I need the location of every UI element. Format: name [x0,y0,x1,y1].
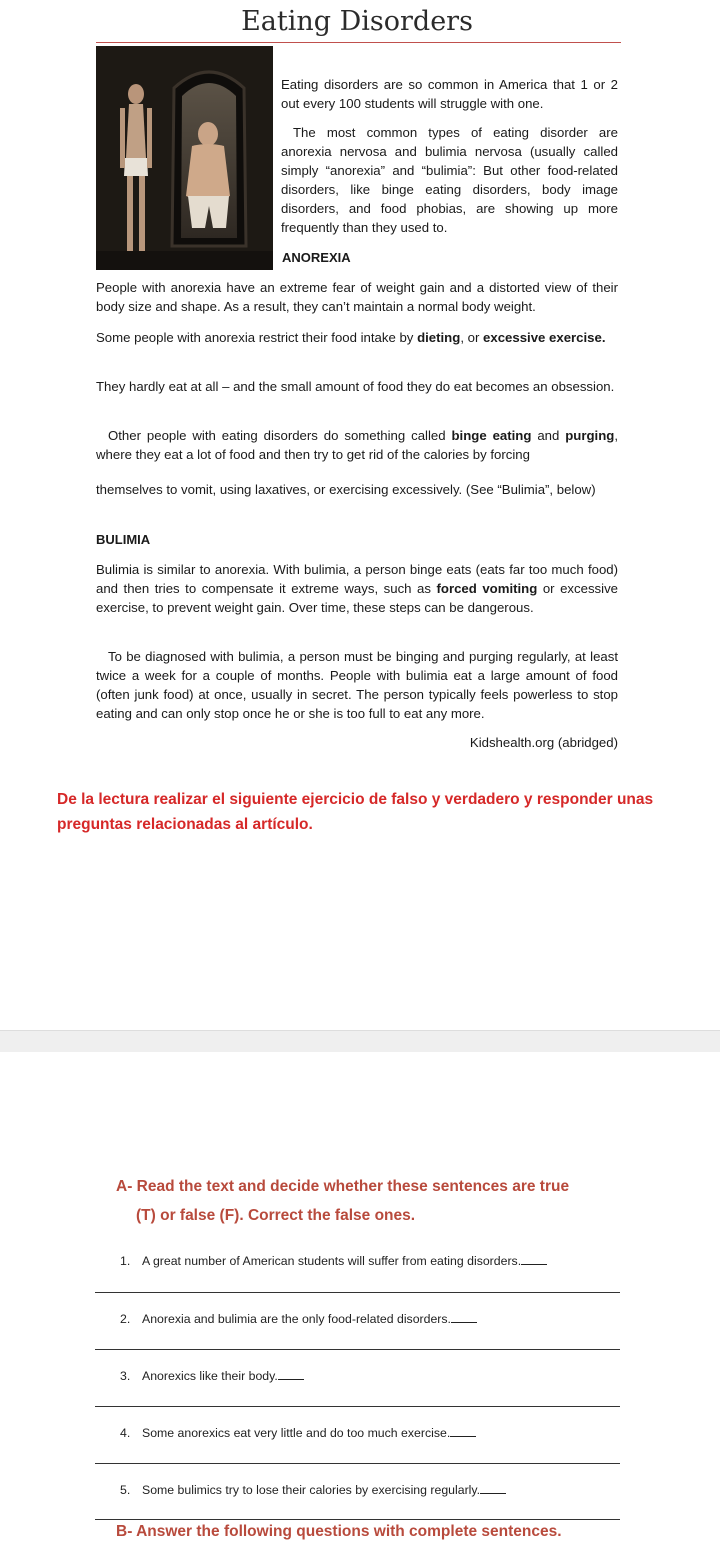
question-item [120,1312,477,1326]
text-span: , where they eat a lot of food and then try to get rid of the calories by forcing [96,428,618,462]
anorexia-paragraph-5: themselves to vomit, using laxatives, or exercising excessively. (See “Bulimia”, below) [96,482,596,497]
exercise-a-heading [116,1172,616,1230]
exercise-a-line-2: (T) or false (F). Correct the false ones. [136,1207,416,1224]
title-underline [96,42,621,43]
answer-blank[interactable] [480,1484,506,1494]
question-number: 2. [120,1312,131,1326]
question-number: 5. [120,1483,131,1497]
text-span: Some people with anorexia restrict their food intake by [96,330,418,345]
photo-illustration [96,46,273,270]
bold-term-forced-vomiting: forced vomiting [436,581,538,596]
answer-line[interactable] [95,1406,620,1407]
anorexia-paragraph-1: People with anorexia have an extreme fear of weight gain and a distorted view of their body size and shape. As a result, they can’t maintain a normal body weight. [96,280,618,314]
question-text: Some bulimics try to lose their calories by exercising regularly. [142,1483,481,1497]
anorexia-paragraph-4 [96,426,618,464]
question-number: 4. [120,1426,131,1440]
page-title: Eating Disorders [241,6,473,37]
question-text: Anorexics like their body. [142,1369,278,1383]
exercise-a-line-1: A- Read the text and decide whether these sentences are true [116,1178,570,1195]
answer-line[interactable] [95,1463,620,1464]
bulimia-paragraph-1 [96,560,618,617]
answer-blank[interactable] [278,1370,304,1380]
bulimia-heading: BULIMIA [96,532,151,547]
source-citation: Kidshealth.org (abridged) [469,735,618,750]
question-number: 3. [120,1369,131,1383]
text-span: Other people with eating disorders do something called [108,428,452,443]
question-number: 1. [120,1254,131,1268]
anorexia-paragraph-3: They hardly eat at all – and the small amount of food they do eat becomes an obsession. [96,379,615,394]
bold-term-purging: purging [565,428,615,443]
question-item [120,1369,304,1383]
text-span: and [531,428,566,443]
intro-paragraph-1: Eating disorders are so common in America that 1 or 2 out every 100 students will struggle with one. [281,77,618,111]
answer-line[interactable] [95,1519,620,1520]
intro-paragraph-2: The most common types of eating disorder are anorexia nervosa and bulimia nervosa (usually called simply “anorexia” and “bulimia”: But other food-related disorders, like binge eating disorders, body image disorders, and food phobias, are showing up more frequently than they used to. [281,125,618,235]
page-divider [0,1030,720,1052]
answer-line[interactable] [95,1349,620,1350]
question-text: Anorexia and bulimia are the only food-related disorders. [142,1312,451,1326]
text-span: , or [460,330,484,345]
article-photo [96,46,273,270]
bold-term-binge-eating: binge eating [451,428,532,443]
question-item [120,1426,476,1440]
answer-line[interactable] [95,1292,620,1293]
question-text: A great number of American students will suffer from eating disorders. [142,1254,522,1268]
bold-term-excessive-exercise: excessive exercise. [483,330,606,345]
spanish-instruction: De la lectura realizar el siguiente ejercicio de falso y verdadero y responder unas preguntas relacionadas al artículo. [57,791,654,833]
answer-blank[interactable] [521,1255,547,1265]
bold-term-dieting: dieting [417,330,461,345]
exercise-b-heading: B- Answer the following questions with complete sentences. [116,1523,562,1540]
question-item [120,1254,547,1268]
anorexia-heading: ANOREXIA [282,250,351,265]
answer-blank[interactable] [451,1313,477,1323]
question-item [120,1483,506,1497]
question-text: Some anorexics eat very little and do too much exercise. [142,1426,451,1440]
text-span: Bulimia is similar to anorexia. With bulimia, a person binge eats (eats far too much food) and then tries to compensate it extreme ways, such as [96,562,618,596]
answer-blank[interactable] [450,1427,476,1437]
text-span: or excessive exercise, to prevent weight gain. Over time, these steps can be dangerous. [96,581,618,615]
anorexia-paragraph-2 [96,328,618,347]
bulimia-paragraph-2: To be diagnosed with bulimia, a person must be binging and purging regularly, at least twice a week for a couple of months. People with bulimia eat a large amount of food (often junk food) at once, usually in secret. The person typically feels powerless to stop eating and can only stop once he or she is too full to eat any more. [96,649,618,721]
